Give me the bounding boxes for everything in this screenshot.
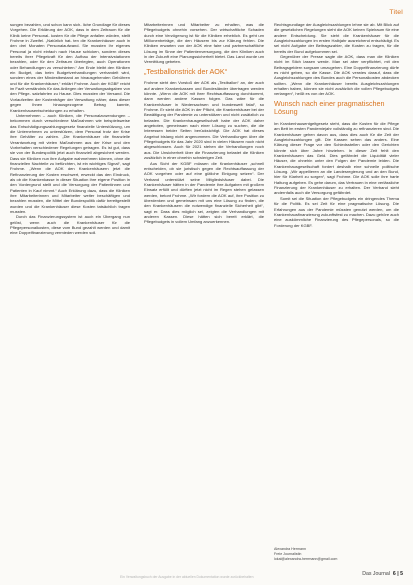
paragraph: Mitarbeiterinnen und Mitarbeiter zu erhalten, was die Pflegebudgets ohnehin vorsehen. Der wirtschaftliche Schaden durch eine Verzögerung ist für die Kliniken erheblich. Es geht um Millionenbeträge, die den Häusern bis zur Klärung fehlen. Die Kliniken erwarten von der AOK eine faire und partnerschaftliche Lösung im Sinne der Patientenversorgung, die den Kliniken auch in der Zukunft eine Planungssicherheit bietet. Das Land wurde um Vermittlung gebeten. <box>144 22 264 65</box>
paragraph: Aus Sicht der KGBF müssen die Krankenhäuser „schnell entscheiden, ob sie juristisch gegen die Rechtsauffassung der AOK vorgehen oder auf eine gütliche Einigung setzen“. Der Verband unterstützt seine Mitgliedshäuser dabei. Die Krankenhäuser hätten in der Pandemie ihre Aufgaben mit großem Einsatz erfüllt und dürften jetzt nicht im Regen stehen gelassen werden, betont Frohme. „Wir fordern die AOK auf, ihre Position zu überdenken und gemeinsam mit uns eine Lösung zu finden, die den Krankenhäusern die notwendige finanzielle Sicherheit gibt“, sagt er. Dass dies möglich sei, zeigten die Verhandlungen mit anderen Kassen. Diese hätten sich bereit erklärt, die Pflegebudgets in vollem Umfang anzuerkennen. <box>144 160 264 225</box>
footer-note: Ein Verwaltungsbuch der Ausgabe in der aktuellen Dokumentation wurde zurückbehalten <box>120 575 254 579</box>
article-column-middle <box>144 22 264 570</box>
author-email: lokal@alexandra-herrmann@gmail.com <box>274 556 338 561</box>
author-role: Freie Journalistin <box>274 551 302 556</box>
paragraph: sungen bezahlen, und schon kann sich- liche Grundlage für dieses Vorgehen. Die Erklärung der AOK, dass in dem Zeitraum für die Klinik keine Personal- kosten für die Pflege anfallen würden, stellt Frohme in Zweifel. „Natürlich hat- ten die Krankenhäuser auch in den drei Monaten Personalaufwand. Sie mussten ihr eigenes Personal ja nicht einfach nach Hause schicken, sondern dieses bereits ihrer Pflegekraft für den Aufbau der Intensivstationen bezahlen, oder für den Zeitraum überlegten, auch Operationen oder Behandlungen zu verschieben.“ Am Ende bleibt den Kliniken ein Budget, das beim Budgetverhandlungen verhandelt wird, sondern eines der Mindestbestand an hinausgehenden Gebühren und für die Krankenhäuser,“ erklärt Frohme. Auch der KGBF reicht im Fazit verständnis für das Anliegen der Verwaltungsabgaben von den Pflege- satzfahrten zu Hause. Dies mussten der Versand. Die Vorlaufzeiten der Kostenträger der Verwaltung näher, dass dieser gegen Ihnen hinausgezogene Betrag kannte, Krankenhausentscheidungen zu erhalten. <box>10 22 130 113</box>
article-column-right <box>274 22 399 570</box>
paragraph: Somit sei die Situation der Pflegebudgets ein dringendes Thema für die Politik. Es sei Zeit für eine pragmatische Lösung. Die Erfahrungen aus der Pandemie müssten genutzt werden, um die Krankenhausfinanzierung zukunftsfest zu machen. Dazu gehöre auch eine auskömmliche Finanzierung des Pflegepersonals, so die Forderung der KGBF. <box>274 195 399 228</box>
paragraph: Durch das Finanzierungssystem ist auch ein Übergang nun gelöst, wenn auch die Krankenhäuser für die Pflegepersonalkosten, diese vom Bund gezahlt werden und damit eine Doppelfinanzierung vermieden werden soll. <box>10 214 130 236</box>
subheading: „Testballonstrick der AOK“ <box>144 66 228 76</box>
page-number: 6 | 5 <box>392 571 403 577</box>
section-tag: Titel <box>389 9 403 16</box>
magazine-name: Das Journal <box>362 571 390 577</box>
subheading: Wunsch nach einer pragmatischen Lösung <box>274 98 385 117</box>
paragraph: Im Krankenhausentgeltgesetz steht, dass die Kosten für die Pflege am Bett im ersten Pandemiejahr vollständig zu refinanzieren sind. Die Krankenhäuser gehen davon aus, dass dies auch für die Zeit der Ausgleichszahlungen gilt. Die Kassen sehen das anders. Eine Klärung dieser Frage vor den Schiedsstellen oder den Gerichten könnte sich über Jahre hinziehen. In dieser Zeit fehlt den Krankenhäusern das Geld. Dies gefährdet die Liquidität vieler Häuser, die ohnehin unter den Folgen der Pandemie leiden. Die Krankenhausgesellschaft fordert deshalb eine schnelle politische Lösung. „Wir appellieren an die Landesregierung und an den Bund, hier für Klarheit zu sorgen“, sagt Frohme. Die AOK solle ihre harte Haltung aufgeben. Es gehe darum, das Vertrauen in eine verlässliche Finanzierung der Krankenhäuser zu erhalten. Der Verband sieht andernfalls auch die Versorgung gefährdet. <box>274 121 399 196</box>
article-column-left <box>10 22 130 570</box>
author-name: Alexandra Hermann <box>274 547 306 551</box>
paragraph: Unternehmen – auch Kliniken, die Personalzuwendungen – bekommen durch verschiedene Maßnahmen wie beispielsweise das Entschädigungszahlungsgesetz finanzielle Unterstützung, um die Unternehmen zu unterstützen, dem Personal trotz der Krise ihre Gehälter zu zahlen. „Die Krankenhäuser die finanzielle Verantwortung mit vielen Maßnahmen aus der Krise und den Vorbehalten verschiedener Regelungen getragen. Es ist gut, dass sie von der Bundespolitik jetzt auch finanziell abgesichert werden. Dass sie Kliniken nun ihre Aufgabe wahrnehmen können, ohne die finanziellen Nachteile zu befürchten, ist ein wichtiges Signal“, sagt Frohme. „Wenn die AOK den Krankenhäusern jetzt die Refinanzierung der Kosten erschwert, erweckt das den Eindruck, als ob die Krankenkasse in dieser Situation ihre eigene Position in den Vordergrund stellt und die Versorgung der Patientinnen und Patienten in Kauf nimmt.“ Auch Erklärung dazu, dass die Kliniken ihre Mitarbeiterinnen und Mitarbeiter weiter beschäftigen und bezahlen mussten, die Mittel der Bundespolitik dafür bereitgestellt wurden und die Krankenhäuser diese Kosten tatsächlich tragen mussten. <box>10 112 130 215</box>
paragraph: Frohme sieht den Vorstoß der AOK als „Testballon“ an, der auch auf andere Krankenkassen und Bundesländer übertragen werden könnte. „Wenn die AOK mit ihrer Rechtsauffassung durchkommt, dann werden andere Kassen folgen. Das wäre für die Krankenhäuser in Niedersachsen und bundesweit fatal“, so Frohme. Er sieht die AOK in der Pflicht, die Krankenhäuser bei der Bewältigung der Pandemie zu unterstützen und nicht zusätzlich zu belasten. Die Krankenhausgesellschaft habe der AOK daher angeboten, gemeinsam nach einer Lösung zu suchen, die die Interessen beider Seiten berücksichtigt. Die AOK hat dieses Angebot bislang nicht angenommen. Die Verhandlungen über die Pflegebudgets für das Jahr 2020 sind in vielen Häusern noch nicht abgeschlossen. Auch für 2021 stehen die Verhandlungen noch aus. Die Unsicherheit über die Finanzierung belastet die Kliniken zusätzlich in einer ohnehin schwierigen Zeit. <box>144 80 264 161</box>
author-box <box>274 547 394 561</box>
folio <box>362 571 403 577</box>
paragraph: Rechtsgrundlage der Ausgleichszahlungen lehne sie ab. Mit Blick auf die gesetzlichen Regelungen sieht die AOK keinen Spielraum für eine andere Entscheidung. Sie sieht die Krankenhäuser für die Ausgleichszahlungen im ersten Halbjahr ausreichend entschädigt. Es sei nicht Aufgabe der Beitragszahler, die Kosten zu tragen, für die bereits der Bund aufgekommen sei. <box>274 22 399 54</box>
paragraph: Gegenüber der Presse sagte die AOK, dass man die Kliniken nicht im Stich lassen werde. Man sei aber verpflichtet, mit den Beitragsgeldern sorgsam umzugehen. Eine Doppelfinanzierung dürfe es nicht geben, so die Kasse. Die AOK verwies darauf, dass die Ausgleichszahlungen des Bundes auch die Personalkosten abdecken sollten. „Wenn die Krankenhäuser bereits Ausgleichszahlungen erhalten haben, können sie nicht zusätzlich die vollen Pflegebudgets verlangen“, heißt es von der AOK. <box>274 54 399 97</box>
